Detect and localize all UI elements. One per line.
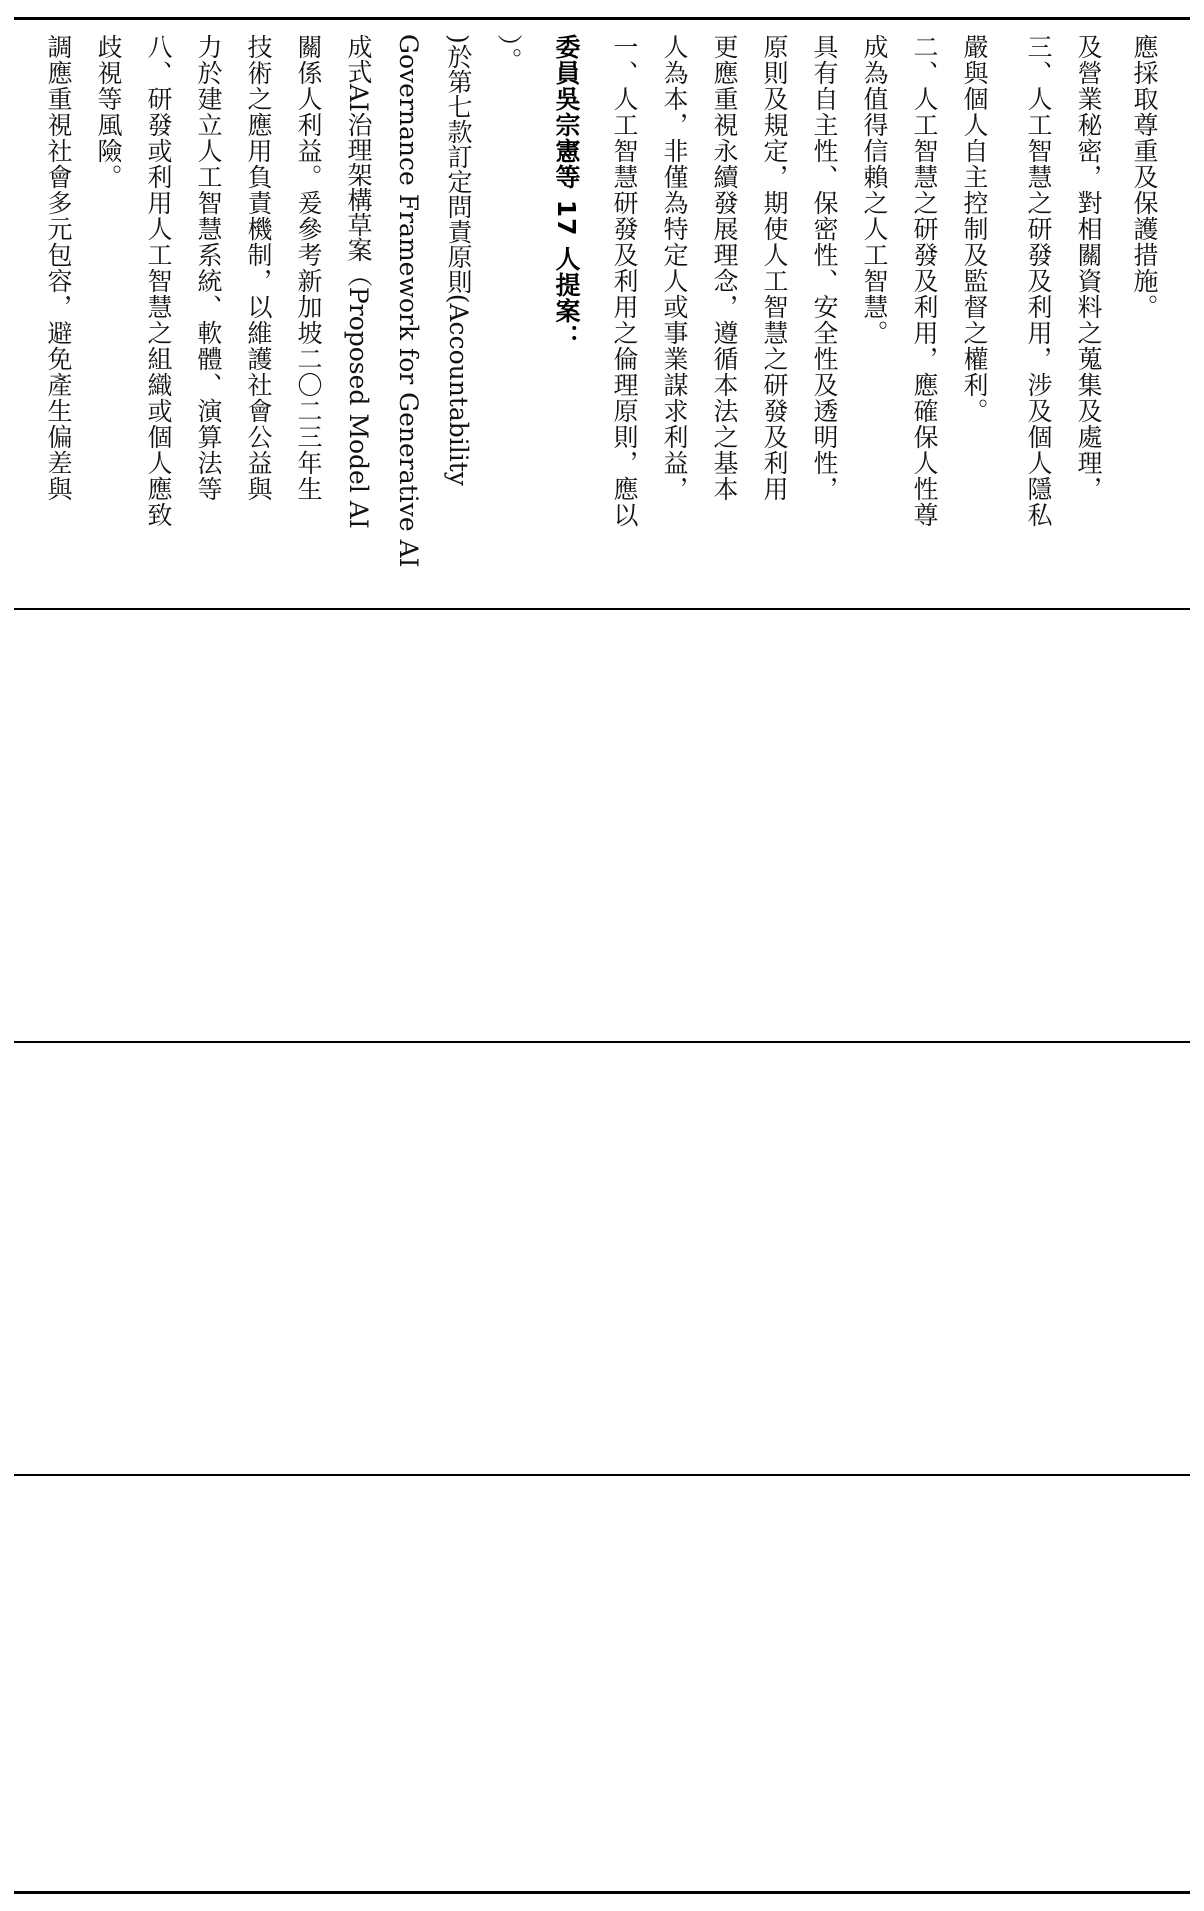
text-line: 技術之應用負責機制，以維護社會公益與 bbox=[244, 34, 273, 502]
text-line: 原則及規定，期使人工智慧之研發及利用 bbox=[760, 34, 789, 502]
text-line: 具有自主性、保密性、安全性及透明性， bbox=[810, 34, 839, 502]
table-top-border bbox=[14, 17, 1190, 20]
text-line: 三、人工智慧之研發及利用，涉及個人隱私 bbox=[1024, 34, 1053, 528]
text-line: 二、人工智慧之研發及利用，應確保人性尊 bbox=[910, 34, 939, 528]
section-heading: 委員吳宗憲等 17 人提案： bbox=[552, 34, 581, 351]
text-line: 嚴與個人自主控制及監督之權利。 bbox=[960, 34, 989, 424]
text-line: 成式AI治理架構草案（Proposed Model AI bbox=[344, 34, 373, 529]
row-divider-2 bbox=[14, 1041, 1190, 1043]
text-line: 更應重視永續發展理念，遵循本法之基本 bbox=[710, 34, 739, 502]
text-line: 及營業秘密，對相關資料之蒐集及處理， bbox=[1074, 34, 1103, 502]
text-line: ）。 bbox=[494, 34, 523, 74]
text-line: 應採取尊重及保護措施。 bbox=[1130, 34, 1159, 320]
text-line: )於第七款訂定問責原則(Accountability bbox=[444, 34, 473, 486]
text-line: 關係人利益。爰參考新加坡二〇二三年生 bbox=[294, 34, 323, 502]
text-line: 歧視等風險。 bbox=[94, 34, 123, 190]
table-bottom-border bbox=[14, 1891, 1190, 1894]
row-divider-1 bbox=[14, 608, 1190, 610]
text-line: 成為值得信賴之人工智慧。 bbox=[860, 34, 889, 346]
text-line: 調應重視社會多元包容，避免產生偏差與 bbox=[44, 34, 73, 502]
text-line: 一、人工智慧研發及利用之倫理原則，應以 bbox=[610, 34, 639, 528]
text-line: Governance Framework for Generative AI bbox=[394, 34, 423, 568]
text-line: 八、研發或利用人工智慧之組織或個人應致 bbox=[144, 34, 173, 528]
text-line: 力於建立人工智慧系統、軟體、演算法等 bbox=[194, 34, 223, 502]
text-line: 人為本，非僅為特定人或事業謀求利益， bbox=[660, 34, 689, 502]
row-divider-3 bbox=[14, 1474, 1190, 1476]
